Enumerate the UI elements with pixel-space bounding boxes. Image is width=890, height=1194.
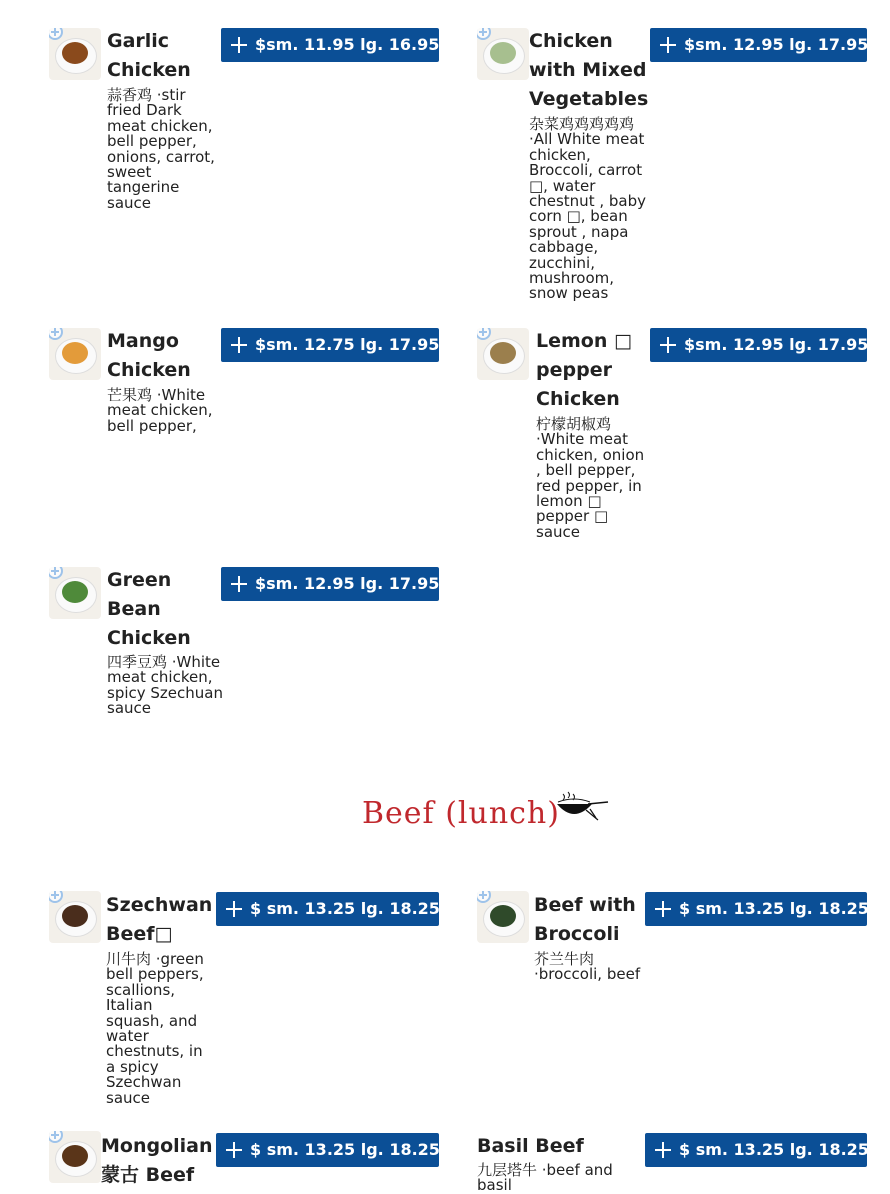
item-name: Lemon □ pepper Chicken (536, 330, 632, 410)
add-to-cart-button[interactable] (645, 1133, 867, 1167)
price-label: $sm. 12.95 lg. 17.95 (255, 574, 440, 593)
item-name: Mongolian 蒙古 Beef (101, 1135, 213, 1186)
food-photo[interactable] (49, 567, 101, 619)
item-description: 川牛肉 ·green bell peppers, scallions, Italian squash, and water chestnuts, in a spicy Szechwan sauce (106, 950, 204, 1107)
food-photo[interactable] (49, 1131, 101, 1183)
noodle-bowl-icon (554, 790, 610, 824)
add-to-cart-button[interactable] (216, 1133, 439, 1167)
food-photo[interactable] (477, 28, 529, 80)
item-description: 柠檬胡椒鸡 ·White meat chicken, onion , bell pepper, red pepper, in lemon □ pepper □ sauce (536, 415, 645, 541)
item-name: Garlic Chicken (107, 30, 191, 81)
price-label: $sm. 12.95 lg. 17.95 (684, 35, 869, 54)
price-label: $ sm. 13.25 lg. 18.25 (250, 899, 440, 918)
add-to-cart-button[interactable] (650, 28, 867, 62)
plus-icon (226, 1142, 242, 1158)
item-description: 蒜香鸡 ·stir fried Dark meat chicken, bell pepper, onions, carrot, sweet tangerine sauce (107, 86, 215, 212)
plus-icon (226, 901, 242, 917)
plus-icon (660, 37, 676, 53)
add-to-cart-button[interactable] (645, 892, 867, 926)
price-label: $sm. 11.95 lg. 16.95 (255, 35, 440, 54)
price-label: $sm. 12.75 lg. 17.95 (255, 335, 440, 354)
add-circle-icon[interactable] (49, 1131, 63, 1143)
add-to-cart-button[interactable] (221, 328, 439, 362)
add-to-cart-button[interactable] (221, 567, 439, 601)
add-circle-icon[interactable] (477, 28, 491, 40)
item-name: Green Bean Chicken (107, 569, 191, 649)
food-photo[interactable] (49, 28, 101, 80)
item-name: Chicken with Mixed Vegetables (529, 30, 649, 110)
section-title: Beef (lunch) (362, 796, 560, 831)
add-circle-icon[interactable] (49, 891, 63, 903)
plus-icon (655, 901, 671, 917)
add-to-cart-button[interactable] (650, 328, 867, 362)
item-description: 芥兰牛肉 ·broccoli, beef (534, 950, 641, 984)
food-photo[interactable] (477, 891, 529, 943)
item-description: 四季豆鸡 ·White meat chicken, spicy Szechuan sauce (107, 653, 223, 718)
add-to-cart-button[interactable] (216, 892, 439, 926)
add-to-cart-button[interactable] (221, 28, 439, 62)
add-circle-icon[interactable] (477, 328, 491, 340)
food-photo[interactable] (49, 891, 101, 943)
price-label: $ sm. 13.25 lg. 18.25 (679, 899, 869, 918)
price-label: $ sm. 13.25 lg. 18.25 (679, 1140, 869, 1159)
price-label: $sm. 12.95 lg. 17.95 (684, 335, 869, 354)
plus-icon (231, 37, 247, 53)
item-description: 芒果鸡 ·White meat chicken, bell pepper, (107, 386, 213, 435)
item-description: 杂菜鸡鸡鸡鸡鸡 ·All White meat chicken, Broccoli, carrot □, water chestnut , baby corn □, bean sprout , napa cabbage, zucchini, mushroom, snow peas (529, 115, 646, 303)
item-name: Mango Chicken (107, 330, 191, 381)
add-circle-icon[interactable] (49, 567, 63, 579)
plus-icon (231, 576, 247, 592)
add-circle-icon[interactable] (477, 891, 491, 903)
add-circle-icon[interactable] (49, 328, 63, 340)
price-label: $ sm. 13.25 lg. 18.25 (250, 1140, 440, 1159)
item-description: 九层塔牛 ·beef and basil (477, 1161, 613, 1194)
plus-icon (655, 1142, 671, 1158)
add-circle-icon[interactable] (49, 28, 63, 40)
item-name: Szechwan Beef□ (106, 894, 213, 945)
item-name: Basil Beef (477, 1135, 584, 1157)
food-photo[interactable] (49, 328, 101, 380)
plus-icon (231, 337, 247, 353)
food-photo[interactable] (477, 328, 529, 380)
item-name: Beef with Broccoli (534, 894, 636, 945)
plus-icon (660, 337, 676, 353)
